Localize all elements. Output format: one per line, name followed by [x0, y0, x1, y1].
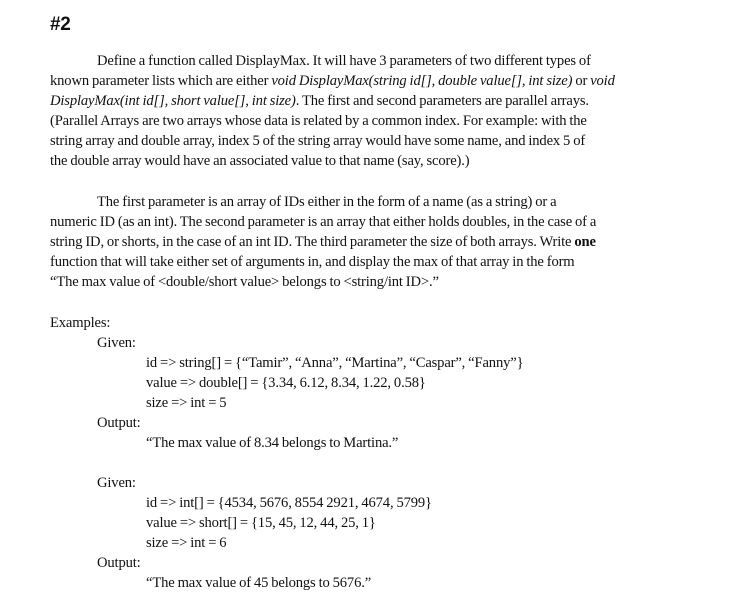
output-label: Output:	[97, 415, 141, 431]
signature-int-variant: DisplayMax(int id[], short value[], int size)	[50, 93, 296, 109]
text-span: known parameter lists which are either	[50, 73, 272, 89]
text-span: or	[572, 73, 591, 89]
given-label: Given:	[97, 475, 136, 491]
examples-label: Examples:	[50, 315, 111, 331]
emphasis-one: one	[574, 234, 596, 250]
text-line: numeric ID (as an int). The second parameter is an array that either holds doubles, in the case of a	[50, 214, 597, 230]
text-line	[50, 91, 589, 111]
signature-string-variant: void DisplayMax(string id[], double value[], int size)	[271, 73, 573, 89]
output-line: “The max value of 45 belongs to 5676.”	[146, 575, 372, 591]
value-line: value => short[] = {15, 45, 12, 44, 25, 1}	[146, 515, 376, 531]
text-line: “The max value of <double/short value> belongs to <string/int ID>.”	[50, 274, 439, 290]
text-line: The first parameter is an array of IDs either in the form of a name (as a string) or a	[97, 194, 557, 210]
value-line: value => double[] = {3.34, 6.12, 8.34, 1.22, 0.58}	[146, 375, 426, 391]
signature-int-variant-start: void	[590, 73, 615, 89]
text-line: (Parallel Arrays are two arrays whose data is related by a common index. For example: with the	[50, 113, 587, 129]
given-label: Given:	[97, 335, 136, 351]
text-line: string array and double array, index 5 of the string array would have some name, and index 5 of	[50, 133, 586, 149]
size-line: size => int = 6	[146, 535, 227, 551]
output-line: “The max value of 8.34 belongs to Martina.”	[146, 435, 399, 451]
text-line: the double array would have an associated value to that name (say, score).)	[50, 153, 470, 169]
id-line: id => string[] = {“Tamir”, “Anna”, “Martina”, “Caspar”, “Fanny”}	[146, 355, 524, 371]
text-line	[50, 232, 596, 252]
problem-number-heading: #2	[50, 14, 71, 35]
text-span: . The first and second parameters are parallel arrays.	[295, 93, 589, 109]
size-line: size => int = 5	[146, 395, 227, 411]
text-line	[50, 71, 615, 91]
text-line: function that will take either set of arguments in, and display the max of that array in the form	[50, 254, 575, 270]
id-line: id => int[] = {4534, 5676, 8554 2921, 4674, 5799}	[146, 495, 432, 511]
text-span: string ID, or shorts, in the case of an int ID. The third parameter the size of both arrays. Write	[50, 234, 575, 250]
text-line: Define a function called DisplayMax. It will have 3 parameters of two different types of	[97, 53, 591, 69]
output-label: Output:	[97, 555, 141, 571]
